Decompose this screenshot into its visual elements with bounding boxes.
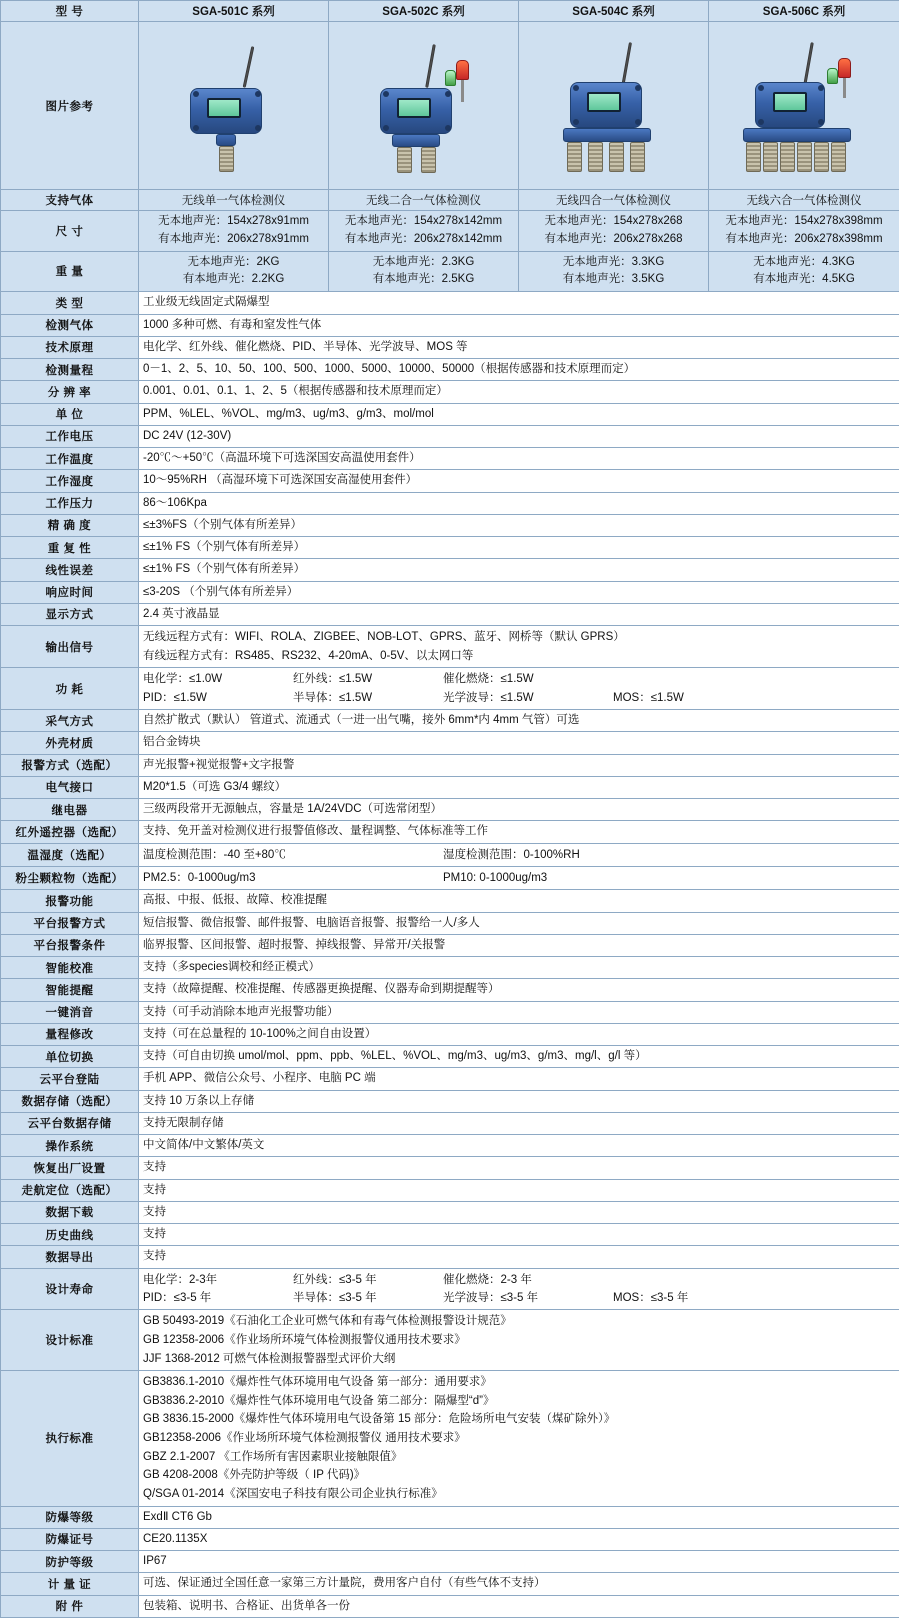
row-label-alarm-function: 报警功能 [1, 890, 139, 912]
weight-with-ex-1: 有本地声光：2.2KG [143, 271, 324, 289]
output-line-2: 有线远程方式有：RS485、RS232、4-20mA、0-5V、以太网口等 [143, 647, 895, 666]
table-row-principle [1, 336, 899, 358]
weight-cell-1 [139, 251, 329, 292]
gas-detector-dual-icon [349, 26, 499, 186]
table-row-mobile-positioning [1, 1179, 899, 1201]
row-label-sampling: 采气方式 [1, 710, 139, 732]
table-row-linearity [1, 559, 899, 581]
row-label-cloud-login: 云平台登陆 [1, 1068, 139, 1090]
row-label-output-signal: 输出信号 [1, 626, 139, 668]
weight-cell-2 [329, 251, 519, 292]
row-label-unit-switch: 单位切换 [1, 1046, 139, 1068]
life-electrochemical: 电化学：2-3年 [143, 1271, 293, 1289]
row-label-accuracy: 精 确 度 [1, 514, 139, 536]
row-value-temp-humidity-option [139, 843, 899, 866]
table-row-work-humidity [1, 470, 899, 492]
size-cell-3 [519, 211, 709, 252]
weight-with-ex-3: 有本地声光：3.5KG [523, 271, 704, 289]
row-label-design-standard: 设计标准 [1, 1310, 139, 1371]
table-row-sampling [1, 710, 899, 732]
power-optical: 光学波导：≤1.5W [443, 689, 613, 707]
power-row-2 [143, 689, 895, 707]
row-value-response-time: ≤3-20S （个别气体有所差异） [139, 581, 899, 603]
size-no-ex-2: 无本地声光：154x278x142mm [333, 213, 514, 231]
table-row-display [1, 603, 899, 625]
row-value-data-export: 支持 [139, 1246, 899, 1268]
table-row-size [1, 211, 899, 252]
table-row-electrical-interface [1, 776, 899, 798]
power-pid: PID：≤1.5W [143, 689, 293, 707]
row-value-ip-rating: IP67 [139, 1551, 899, 1573]
row-label-unit: 单 位 [1, 403, 139, 425]
table-row-alarm-function [1, 890, 899, 912]
row-label-platform-alarm-condition: 平台报警条件 [1, 934, 139, 956]
gas-detector-hex-icon [729, 26, 879, 186]
power-electrochemical: 电化学：≤1.0W [143, 670, 293, 688]
row-value-accuracy: ≤±3%FS（个别气体有所差异） [139, 514, 899, 536]
row-label-linearity: 线性误差 [1, 559, 139, 581]
table-row-work-temp [1, 448, 899, 470]
table-row-temp-humidity-option [1, 843, 899, 866]
row-value-range: 0－1、2、5、10、50、100、500、1000、5000、10000、50000（根据传感器和技术原理而定） [139, 359, 899, 381]
table-row-accessories [1, 1595, 899, 1617]
table-row-range-modify [1, 1023, 899, 1045]
table-row-ex-cert-no [1, 1528, 899, 1550]
row-value-electrical-interface: M20*1.5（可选 G3/4 螺纹） [139, 776, 899, 798]
gas-support-2: 无线二合一气体检测仪 [329, 190, 519, 211]
table-row-unit [1, 403, 899, 425]
row-label-ir-remote: 红外遥控器（选配） [1, 821, 139, 843]
row-label-image: 图片参考 [1, 22, 139, 190]
table-row-model [1, 1, 899, 22]
table-row-metrology-cert [1, 1573, 899, 1595]
row-label-data-download: 数据下载 [1, 1201, 139, 1223]
row-label-work-pressure: 工作压力 [1, 492, 139, 514]
size-cell-1 [139, 211, 329, 252]
gas-detector-single-icon [159, 26, 309, 186]
size-no-ex-3: 无本地声光：154x278x268 [523, 213, 704, 231]
row-label-accessories: 附 件 [1, 1595, 139, 1617]
table-row-images [1, 22, 899, 190]
row-label-data-export: 数据导出 [1, 1246, 139, 1268]
row-label-smart-calibration: 智能校准 [1, 957, 139, 979]
exec-standard-1: GB3836.1-2010《爆炸性气体环境用电气设备 第一部分：通用要求》 [143, 1373, 895, 1392]
row-value-detect-gas: 1000 多种可燃、有毒和窒发性气体 [139, 314, 899, 336]
row-value-one-key-mute: 支持（可手动消除本地声光报警功能） [139, 1001, 899, 1023]
humidity-range: 湿度检测范围：0-100%RH [443, 846, 895, 864]
table-row-type [1, 292, 899, 314]
table-row-gas-support [1, 190, 899, 211]
size-no-ex-1: 无本地声光：154x278x91mm [143, 213, 324, 231]
row-value-smart-calibration: 支持（多species调校和经正模式） [139, 957, 899, 979]
exec-standard-5: GBZ 2.1-2007 《工作场所有害因素职业接触限值》 [143, 1448, 895, 1467]
weight-no-ex-2: 无本地声光：2.3KG [333, 254, 514, 272]
row-label-ip-rating: 防护等级 [1, 1551, 139, 1573]
row-label-power: 功 耗 [1, 668, 139, 710]
size-with-ex-2: 有本地声光：206x278x142mm [333, 231, 514, 249]
table-row-relay [1, 799, 899, 821]
row-label-model: 型 号 [1, 1, 139, 22]
size-cell-4 [709, 211, 899, 252]
row-label-metrology-cert: 计 量 证 [1, 1573, 139, 1595]
exec-standard-7: Q/SGA 01-2014《深国安电子科技有限公司企业执行标准》 [143, 1485, 895, 1504]
row-label-history-curve: 历史曲线 [1, 1224, 139, 1246]
row-value-voltage: DC 24V (12-30V) [139, 425, 899, 447]
row-label-mobile-positioning: 走航定位（选配） [1, 1179, 139, 1201]
table-row-design-life [1, 1268, 899, 1310]
exec-standard-2: GB3836.2-2010《爆炸性气体环境用电气设备 第二部分：隔爆型“d”》 [143, 1392, 895, 1411]
row-value-power [139, 668, 899, 710]
table-row-response-time [1, 581, 899, 603]
design-standard-1: GB 50493-2019《石油化工企业可燃气体和有毒气体检测报警设计规范》 [143, 1312, 895, 1331]
row-value-ex-cert-no: CE20.1135X [139, 1528, 899, 1550]
row-value-factory-reset: 支持 [139, 1157, 899, 1179]
row-value-ir-remote: 支持、免开盖对检测仪进行报警值修改、量程调整、气体标准等工作 [139, 821, 899, 843]
row-label-type: 类 型 [1, 292, 139, 314]
power-semiconductor: 半导体：≤1.5W [293, 689, 443, 707]
row-label-detect-gas: 检测气体 [1, 314, 139, 336]
weight-with-ex-4: 有本地声光：4.5KG [713, 271, 895, 289]
table-row-range [1, 359, 899, 381]
table-row-history-curve [1, 1224, 899, 1246]
row-label-response-time: 响应时间 [1, 581, 139, 603]
life-catalytic: 催化燃烧：2-3 年 [443, 1271, 613, 1289]
row-label-range: 检测量程 [1, 359, 139, 381]
row-label-weight: 重 量 [1, 251, 139, 292]
row-value-work-humidity: 10～95%RH （高湿环境下可选深国安高湿使用套件） [139, 470, 899, 492]
table-row-cloud-storage [1, 1112, 899, 1134]
temp-humidity-grid [143, 846, 895, 864]
design-standard-2: GB 12358-2006《作业场所环境气体检测报警仪通用技术要求》 [143, 1331, 895, 1350]
table-row-voltage [1, 425, 899, 447]
row-label-shell-material: 外壳材质 [1, 732, 139, 754]
row-value-repeatability: ≤±1% FS（个别气体有所差异） [139, 537, 899, 559]
table-row-output-signal [1, 626, 899, 668]
row-value-cloud-login: 手机 APP、微信公众号、小程序、电脑 PC 端 [139, 1068, 899, 1090]
row-label-size: 尺 寸 [1, 211, 139, 252]
weight-cell-3 [519, 251, 709, 292]
row-label-os: 操作系统 [1, 1135, 139, 1157]
row-value-design-standard [139, 1310, 899, 1371]
life-blank-1 [613, 1271, 895, 1289]
row-value-platform-alarm-mode: 短信报警、微信报警、邮件报警、电脑语音报警、报警给一人/多人 [139, 912, 899, 934]
row-value-smart-reminder: 支持（故障提醒、校准提醒、传感器更换提醒、仪器寿命到期提醒等） [139, 979, 899, 1001]
size-with-ex-1: 有本地声光：206x278x91mm [143, 231, 324, 249]
table-row-shell-material [1, 732, 899, 754]
life-row-2 [143, 1289, 895, 1307]
table-row-data-export [1, 1246, 899, 1268]
power-mos: MOS：≤1.5W [613, 689, 895, 707]
row-value-alarm-mode: 声光报警+视觉报警+文字报警 [139, 754, 899, 776]
pm25-range: PM2.5：0-1000ug/m3 [143, 869, 443, 887]
table-row-alarm-mode [1, 754, 899, 776]
life-optical: 光学波导：≤3-5 年 [443, 1289, 613, 1307]
model-header-2: SGA-502C 系列 [329, 1, 519, 22]
row-value-type: 工业级无线固定式隔爆型 [139, 292, 899, 314]
row-value-exec-standard [139, 1371, 899, 1506]
device-image-4 [709, 22, 899, 190]
weight-cell-4 [709, 251, 899, 292]
row-value-dust-option [139, 866, 899, 889]
row-label-voltage: 工作电压 [1, 425, 139, 447]
table-row-ir-remote [1, 821, 899, 843]
table-row-accuracy [1, 514, 899, 536]
table-row-smart-reminder [1, 979, 899, 1001]
exec-standard-6: GB 4208-2008《外壳防护等级（ IP 代码)》 [143, 1466, 895, 1485]
life-pid: PID：≤3-5 年 [143, 1289, 293, 1307]
row-value-unit-switch: 支持（可自由切换 umol/mol、ppm、ppb、%LEL、%VOL、mg/m3、ug/m3、g/m3、mg/l、g/l 等） [139, 1046, 899, 1068]
row-label-dust-option: 粉尘颗粒物（选配） [1, 866, 139, 889]
life-mos: MOS：≤3-5 年 [613, 1289, 895, 1307]
table-row-one-key-mute [1, 1001, 899, 1023]
row-value-history-curve: 支持 [139, 1224, 899, 1246]
row-label-factory-reset: 恢复出厂设置 [1, 1157, 139, 1179]
row-label-data-storage: 数据存储（选配） [1, 1090, 139, 1112]
row-value-work-temp: -20℃～+50℃（高温环境下可选深国安高温使用套件） [139, 448, 899, 470]
row-value-sampling: 自然扩散式（默认） 管道式、流通式（一进一出气嘴，接外 6mm*内 4mm 气管）可选 [139, 710, 899, 732]
power-infrared: 红外线：≤1.5W [293, 670, 443, 688]
row-value-principle: 电化学、红外线、催化燃烧、PID、半导体、光学波导、MOS 等 [139, 336, 899, 358]
row-value-platform-alarm-condition: 临界报警、区间报警、超时报警、掉线报警、异常开/关报警 [139, 934, 899, 956]
row-value-data-download: 支持 [139, 1201, 899, 1223]
table-row-unit-switch [1, 1046, 899, 1068]
row-value-design-life [139, 1268, 899, 1310]
row-label-range-modify: 量程修改 [1, 1023, 139, 1045]
weight-no-ex-4: 无本地声光：4.3KG [713, 254, 895, 272]
table-row-weight [1, 251, 899, 292]
size-with-ex-3: 有本地声光：206x278x268 [523, 231, 704, 249]
table-row-smart-calibration [1, 957, 899, 979]
gas-support-3: 无线四合一气体检测仪 [519, 190, 709, 211]
row-label-resolution: 分 辨 率 [1, 381, 139, 403]
table-row-exec-standard [1, 1371, 899, 1506]
power-row-1 [143, 670, 895, 688]
exec-standard-4: GB12358-2006《作业场所环境气体检测报警仪 通用技术要求》 [143, 1429, 895, 1448]
row-value-accessories: 包装箱、说明书、合格证、出货单各一份 [139, 1595, 899, 1617]
table-row-dust-option [1, 866, 899, 889]
row-label-repeatability: 重 复 性 [1, 537, 139, 559]
table-row-os [1, 1135, 899, 1157]
row-value-work-pressure: 86～106Kpa [139, 492, 899, 514]
life-semiconductor: 半导体：≤3-5 年 [293, 1289, 443, 1307]
output-line-1: 无线远程方式有：WIFI、ROLA、ZIGBEE、NOB-LOT、GPRS、蓝牙、网桥等（默认 GPRS） [143, 628, 895, 647]
table-row-platform-alarm-condition [1, 934, 899, 956]
row-label-gas-support: 支持气体 [1, 190, 139, 211]
power-catalytic: 催化燃烧：≤1.5W [443, 670, 613, 688]
row-value-os: 中文简体/中文繁体/英文 [139, 1135, 899, 1157]
table-row-detect-gas [1, 314, 899, 336]
design-standard-3: JJF 1368-2012 可燃气体检测报警器型式评价大纲 [143, 1350, 895, 1369]
row-value-linearity: ≤±1% FS（个别气体有所差异） [139, 559, 899, 581]
row-label-cloud-storage: 云平台数据存储 [1, 1112, 139, 1134]
row-label-alarm-mode: 报警方式（选配） [1, 754, 139, 776]
size-with-ex-4: 有本地声光：206x278x398mm [713, 231, 895, 249]
gas-support-1: 无线单一气体检测仪 [139, 190, 329, 211]
exec-standard-3: GB 3836.15-2000《爆炸性气体环境用电气设备第 15 部分：危险场所电气安装（煤矿除外）》 [143, 1410, 895, 1429]
table-row-ex-rating [1, 1506, 899, 1528]
row-value-output-signal [139, 626, 899, 668]
row-value-resolution: 0.001、0.01、0.1、1、2、5（根据传感器和技术原理而定） [139, 381, 899, 403]
table-row-design-standard [1, 1310, 899, 1371]
table-row-cloud-login [1, 1068, 899, 1090]
dust-grid [143, 869, 895, 887]
row-value-relay: 三级两段常开无源触点，容量是 1A/24VDC（可选常闭型） [139, 799, 899, 821]
row-label-temp-humidity-option: 温湿度（选配） [1, 843, 139, 866]
power-blank-1 [613, 670, 895, 688]
row-value-cloud-storage: 支持无限制存储 [139, 1112, 899, 1134]
row-value-mobile-positioning: 支持 [139, 1179, 899, 1201]
row-value-range-modify: 支持（可在总量程的 10-100%之间自由设置） [139, 1023, 899, 1045]
row-value-ex-rating: ExdⅡ CT6 Gb [139, 1506, 899, 1528]
model-header-1: SGA-501C 系列 [139, 1, 329, 22]
table-row-repeatability [1, 537, 899, 559]
row-label-electrical-interface: 电气接口 [1, 776, 139, 798]
gas-support-4: 无线六合一气体检测仪 [709, 190, 899, 211]
size-no-ex-4: 无本地声光：154x278x398mm [713, 213, 895, 231]
device-image-2 [329, 22, 519, 190]
row-value-shell-material: 铝合金铸块 [139, 732, 899, 754]
row-value-unit: PPM、%LEL、%VOL、mg/m3、ug/m3、g/m3、mol/mol [139, 403, 899, 425]
size-cell-2 [329, 211, 519, 252]
weight-no-ex-3: 无本地声光：3.3KG [523, 254, 704, 272]
life-row-1 [143, 1271, 895, 1289]
row-label-one-key-mute: 一键消音 [1, 1001, 139, 1023]
table-row-platform-alarm-mode [1, 912, 899, 934]
table-row-power [1, 668, 899, 710]
row-value-display: 2.4 英寸液晶显 [139, 603, 899, 625]
row-label-ex-rating: 防爆等级 [1, 1506, 139, 1528]
row-value-data-storage: 支持 10 万条以上存储 [139, 1090, 899, 1112]
table-row-data-storage [1, 1090, 899, 1112]
table-row-ip-rating [1, 1551, 899, 1573]
table-row-factory-reset [1, 1157, 899, 1179]
model-header-3: SGA-504C 系列 [519, 1, 709, 22]
device-image-3 [519, 22, 709, 190]
row-label-design-life: 设计寿命 [1, 1268, 139, 1310]
row-label-principle: 技术原理 [1, 336, 139, 358]
life-infrared: 红外线：≤3-5 年 [293, 1271, 443, 1289]
row-value-alarm-function: 高报、中报、低报、故障、校准提醒 [139, 890, 899, 912]
temp-range: 温度检测范围：-40 至+80℃ [143, 846, 443, 864]
pm10-range: PM10: 0-1000ug/m3 [443, 869, 895, 887]
table-row-data-download [1, 1201, 899, 1223]
weight-with-ex-2: 有本地声光：2.5KG [333, 271, 514, 289]
model-header-4: SGA-506C 系列 [709, 1, 899, 22]
row-label-smart-reminder: 智能提醒 [1, 979, 139, 1001]
row-label-work-temp: 工作温度 [1, 448, 139, 470]
row-label-display: 显示方式 [1, 603, 139, 625]
row-label-relay: 继电器 [1, 799, 139, 821]
row-label-exec-standard: 执行标准 [1, 1371, 139, 1506]
row-label-ex-cert-no: 防爆证号 [1, 1528, 139, 1550]
row-label-work-humidity: 工作湿度 [1, 470, 139, 492]
device-image-1 [139, 22, 329, 190]
weight-no-ex-1: 无本地声光：2KG [143, 254, 324, 272]
row-label-platform-alarm-mode: 平台报警方式 [1, 912, 139, 934]
table-row-resolution [1, 381, 899, 403]
gas-detector-quad-icon [539, 26, 689, 186]
table-row-work-pressure [1, 492, 899, 514]
row-value-metrology-cert: 可选、保证通过全国任意一家第三方计量院，费用客户自付（有些气体不支持） [139, 1573, 899, 1595]
